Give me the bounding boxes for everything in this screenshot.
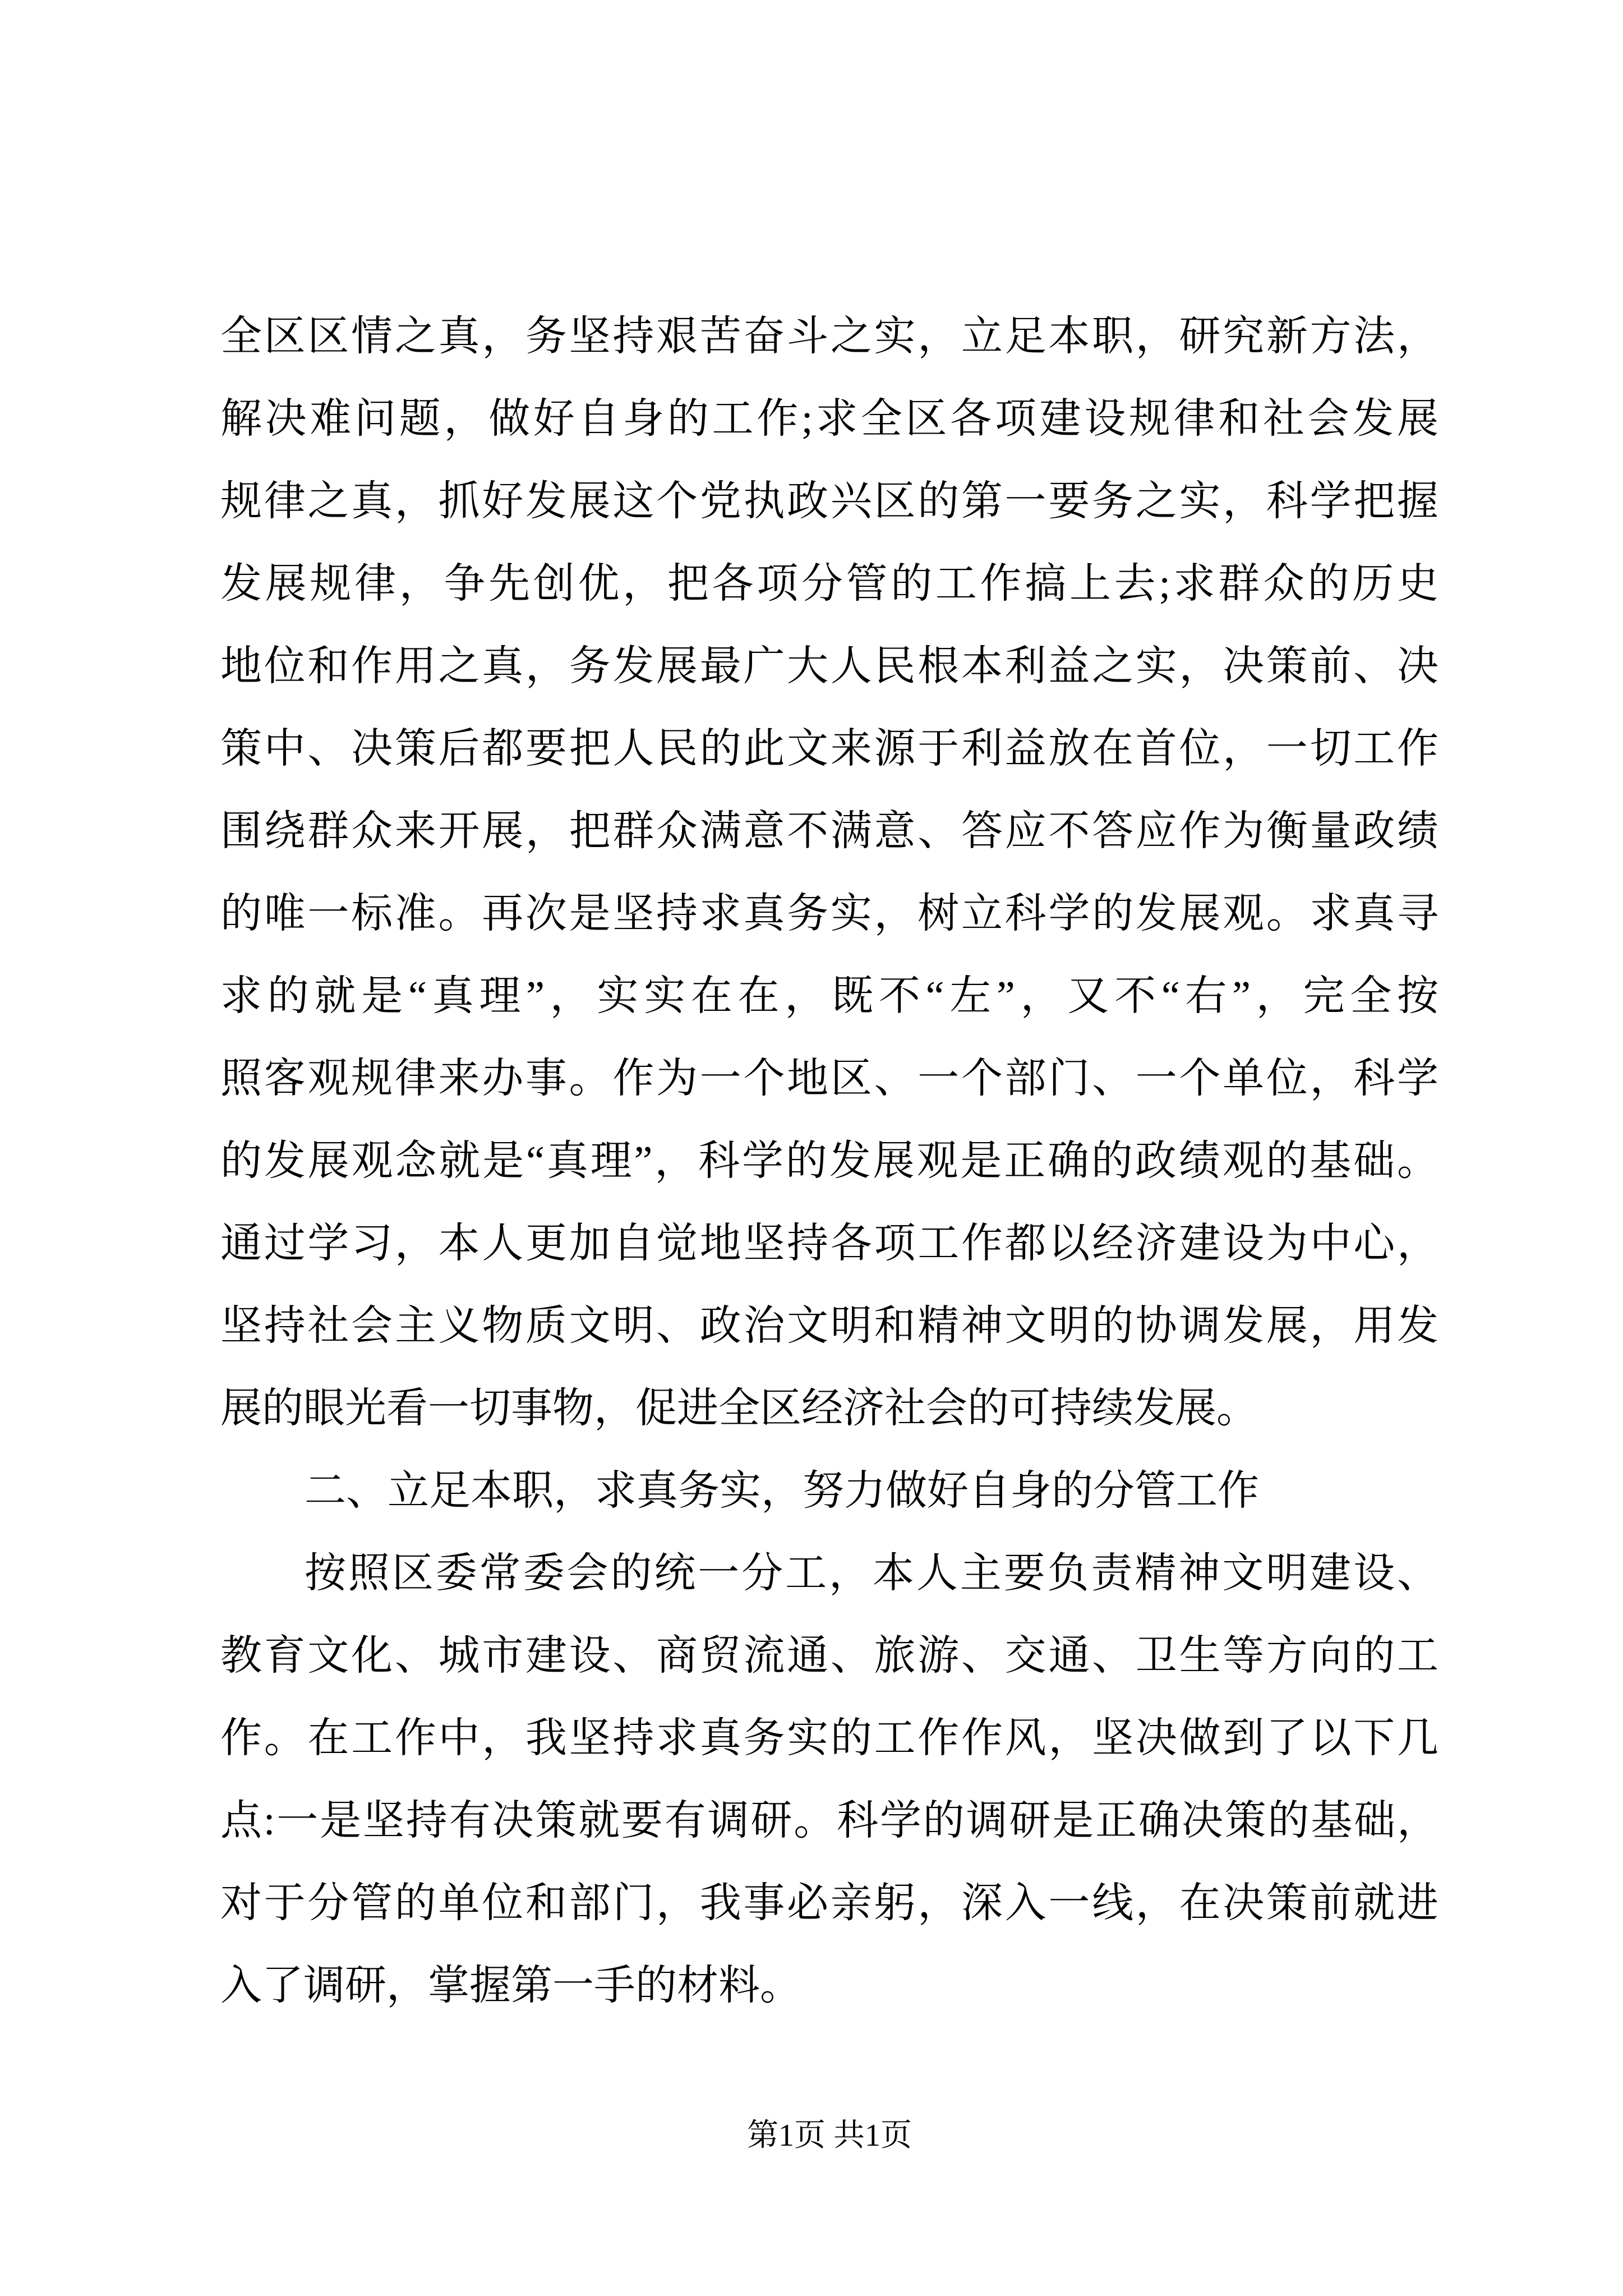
text-line: 解决难问题，做好自身的工作;求全区各项建设规律和社会发展 (220, 396, 1438, 442)
text-block (220, 296, 1438, 2027)
text-line: 策中、决策后都要把人民的此文来源于利益放在首位，一切工作 (220, 726, 1438, 772)
text-line: 全区区情之真，务坚持艰苦奋斗之实，立足本职，研究新方法， (220, 314, 1438, 360)
text-line: 展的眼光看一切事物，促进全区经济社会的可持续发展。 (220, 1386, 1258, 1432)
text-line: 求的就是“真理”，实实在在，既不“左”，又不“右”，完全按 (220, 973, 1438, 1019)
text-line: 点:一是坚持有决策就要有调研。科学的调研是正确决策的基础， (220, 1798, 1438, 1844)
text-line: 规律之真，抓好发展这个党执政兴区的第一要务之实，科学把握 (220, 478, 1438, 524)
text-line: 教育文化、城市建设、商贸流通、旅游、交通、卫生等方向的工 (220, 1633, 1438, 1679)
text-line: 地位和作用之真，务发展最广大人民根本利益之实，决策前、决 (220, 643, 1438, 689)
text-line: 二、立足本职，求真务实，努力做好自身的分管工作 (305, 1468, 1259, 1514)
text-line: 作。在工作中，我坚持求真务实的工作作风，坚决做到了以下几 (220, 1715, 1438, 1761)
text-line: 坚持社会主义物质文明、政治文明和精神文明的协调发展，用发 (220, 1303, 1438, 1349)
text-line: 按照区委常委会的统一分工，本人主要负责精神文明建设、 (305, 1550, 1438, 1596)
text-line: 通过学习，本人更加自觉地坚持各项工作都以经济建设为中心， (220, 1221, 1438, 1267)
text-line: 围绕群众来开展，把群众满意不满意、答应不答应作为衡量政绩 (220, 808, 1438, 854)
text-line: 入了调研，掌握第一手的材料。 (220, 1963, 801, 2009)
text-line: 照客观规律来办事。作为一个地区、一个部门、一个单位，科学 (220, 1056, 1438, 1102)
text-line: 对于分管的单位和部门，我事必亲躬，深入一线，在决策前就进 (220, 1880, 1438, 1926)
page-number: 第1页 共1页 (747, 2118, 912, 2153)
text-line: 发展规律，争先创优，把各项分管的工作搞上去;求群众的历史 (220, 561, 1438, 607)
text-line: 的唯一标准。再次是坚持求真务实，树立科学的发展观。求真寻 (220, 891, 1438, 937)
text-line: 的发展观念就是“真理”，科学的发展观是正确的政绩观的基础。 (220, 1138, 1438, 1184)
